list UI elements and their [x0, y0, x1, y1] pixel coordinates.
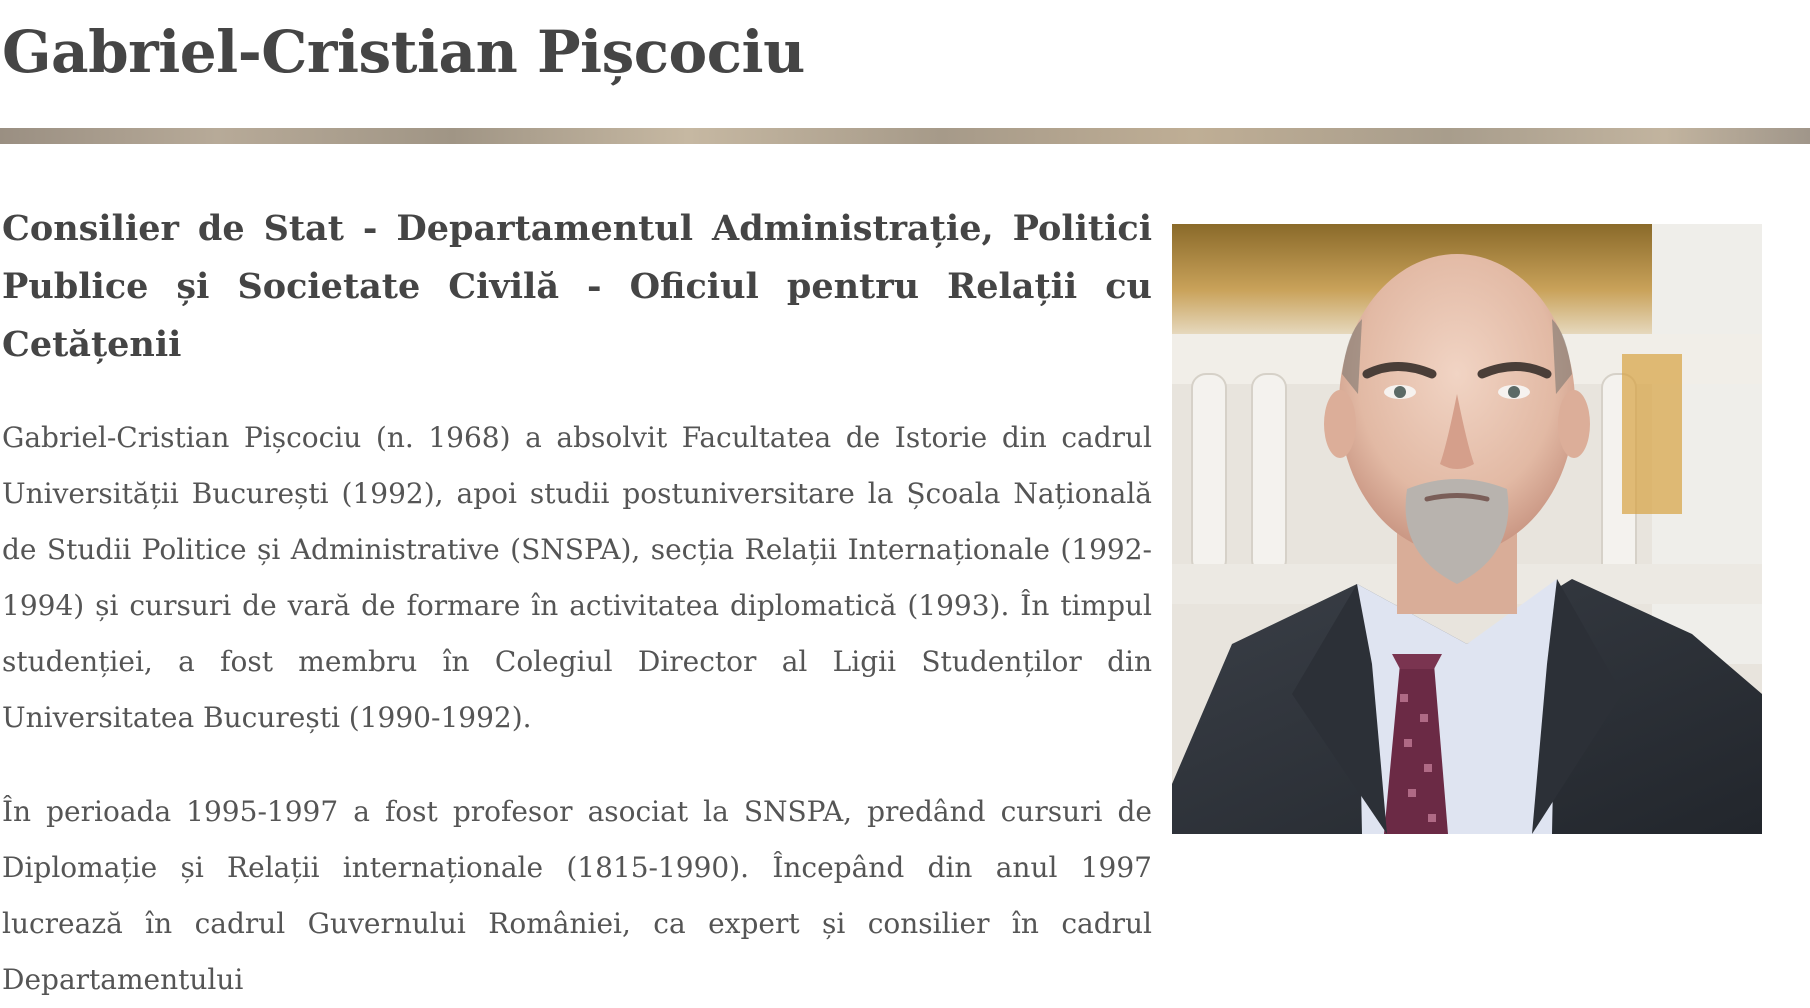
bio-paragraph: În perioada 1995-1997 a fost profesor asociat la SNSPA, predând cursuri de Diplomație și Relații internaționale (1815-1990). Începând din anul 1997 lucrează în cadrul Guvernului României, ca expert și consilier în cadrul Departamentului	[2, 795, 1152, 996]
role-heading: Consilier de Stat - Departamentul Administrație, Politici Publice și Societate Civilă - Oficiul pentru Relații cu Cetățenii	[2, 208, 1152, 365]
banner-strip	[0, 128, 1810, 144]
portrait-photo	[1172, 224, 1762, 834]
page-title: Gabriel-Cristian Pișcociu	[2, 18, 805, 86]
profile-content	[2, 200, 1152, 1008]
bio-paragraph: Gabriel-Cristian Pișcociu (n. 1968) a absolvit Facultatea de Istorie din cadrul Universității București (1992), apoi studii postuniversitare la Școala Națională de Studii Politice și Administrative (SNSPA), secția Relații Internaționale (1992-1994) și cursuri de vară de formare în activitatea diplomatică (1993). În timpul studenției, a fost membru în Colegiul Director al Ligii Studenților din Universitatea București (1990-1992).	[2, 421, 1152, 734]
